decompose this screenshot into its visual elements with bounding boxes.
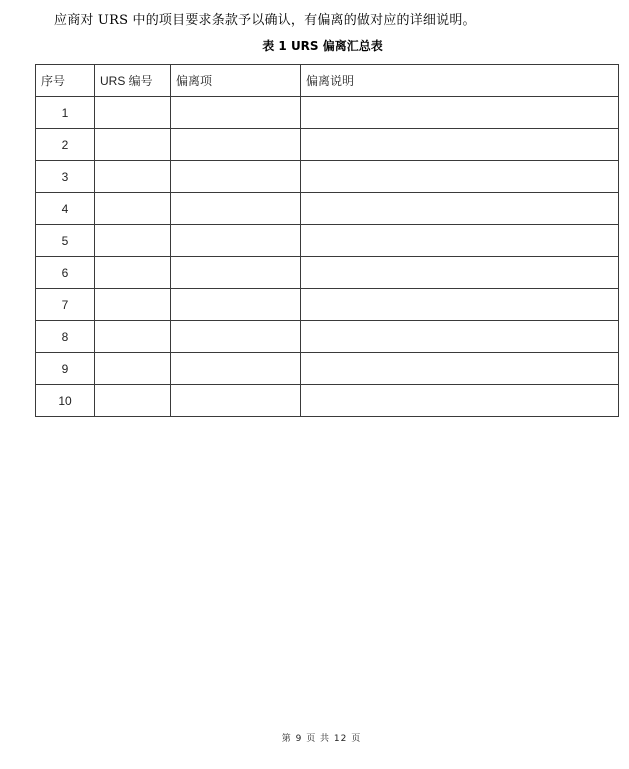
cell-deviation-desc xyxy=(301,97,619,129)
cell-deviation-desc xyxy=(301,257,619,289)
cell-serial-no: 8 xyxy=(36,321,95,353)
cell-deviation-item xyxy=(171,225,301,257)
cell-urs-no xyxy=(95,129,171,161)
table-row xyxy=(36,225,619,257)
cell-serial-no: 2 xyxy=(36,129,95,161)
cell-deviation-desc xyxy=(301,129,619,161)
cell-serial-no: 6 xyxy=(36,257,95,289)
cell-deviation-desc xyxy=(301,225,619,257)
cell-urs-no xyxy=(95,161,171,193)
cell-urs-no xyxy=(95,193,171,225)
cell-deviation-item xyxy=(171,321,301,353)
cell-serial-no: 3 xyxy=(36,161,95,193)
cell-deviation-desc xyxy=(301,321,619,353)
cell-deviation-desc xyxy=(301,289,619,321)
table-row xyxy=(36,129,619,161)
cell-serial-no: 7 xyxy=(36,289,95,321)
cell-deviation-desc xyxy=(301,353,619,385)
cell-deviation-desc xyxy=(301,193,619,225)
cell-deviation-item xyxy=(171,385,301,417)
cell-urs-no xyxy=(95,257,171,289)
cell-deviation-item xyxy=(171,129,301,161)
page-number-footer: 第 9 页 共 12 页 xyxy=(281,734,362,744)
cell-deviation-item xyxy=(171,193,301,225)
cell-serial-no: 5 xyxy=(36,225,95,257)
cell-serial-no: 1 xyxy=(36,97,95,129)
cell-deviation-desc xyxy=(301,161,619,193)
table-row xyxy=(36,353,619,385)
cell-urs-no xyxy=(95,385,171,417)
cell-deviation-item xyxy=(171,97,301,129)
header-deviation-item: 偏离项 xyxy=(171,65,301,97)
table-row xyxy=(36,193,619,225)
cell-serial-no: 9 xyxy=(36,353,95,385)
header-urs-no: URS 编号 xyxy=(95,65,171,97)
cell-urs-no xyxy=(95,97,171,129)
header-serial-no: 序号 xyxy=(36,65,95,97)
intro-paragraph: 应商对 URS 中的项目要求条款予以确认，有偏离的做对应的详细说明。 xyxy=(54,13,476,28)
cell-urs-no xyxy=(95,321,171,353)
table-row xyxy=(36,289,619,321)
cell-urs-no xyxy=(95,289,171,321)
cell-deviation-item xyxy=(171,161,301,193)
header-deviation-desc: 偏离说明 xyxy=(301,65,619,97)
urs-deviation-table xyxy=(35,64,619,417)
table-row xyxy=(36,161,619,193)
cell-urs-no xyxy=(95,225,171,257)
cell-serial-no: 4 xyxy=(36,193,95,225)
table-row xyxy=(36,321,619,353)
table-row xyxy=(36,97,619,129)
cell-deviation-item xyxy=(171,289,301,321)
cell-deviation-item xyxy=(171,257,301,289)
table-caption: 表 1 URS 偏离汇总表 xyxy=(262,39,383,53)
cell-serial-no: 10 xyxy=(36,385,95,417)
cell-deviation-item xyxy=(171,353,301,385)
table-row xyxy=(36,257,619,289)
cell-urs-no xyxy=(95,353,171,385)
table-row xyxy=(36,385,619,417)
table-header-row xyxy=(36,65,619,97)
cell-deviation-desc xyxy=(301,385,619,417)
